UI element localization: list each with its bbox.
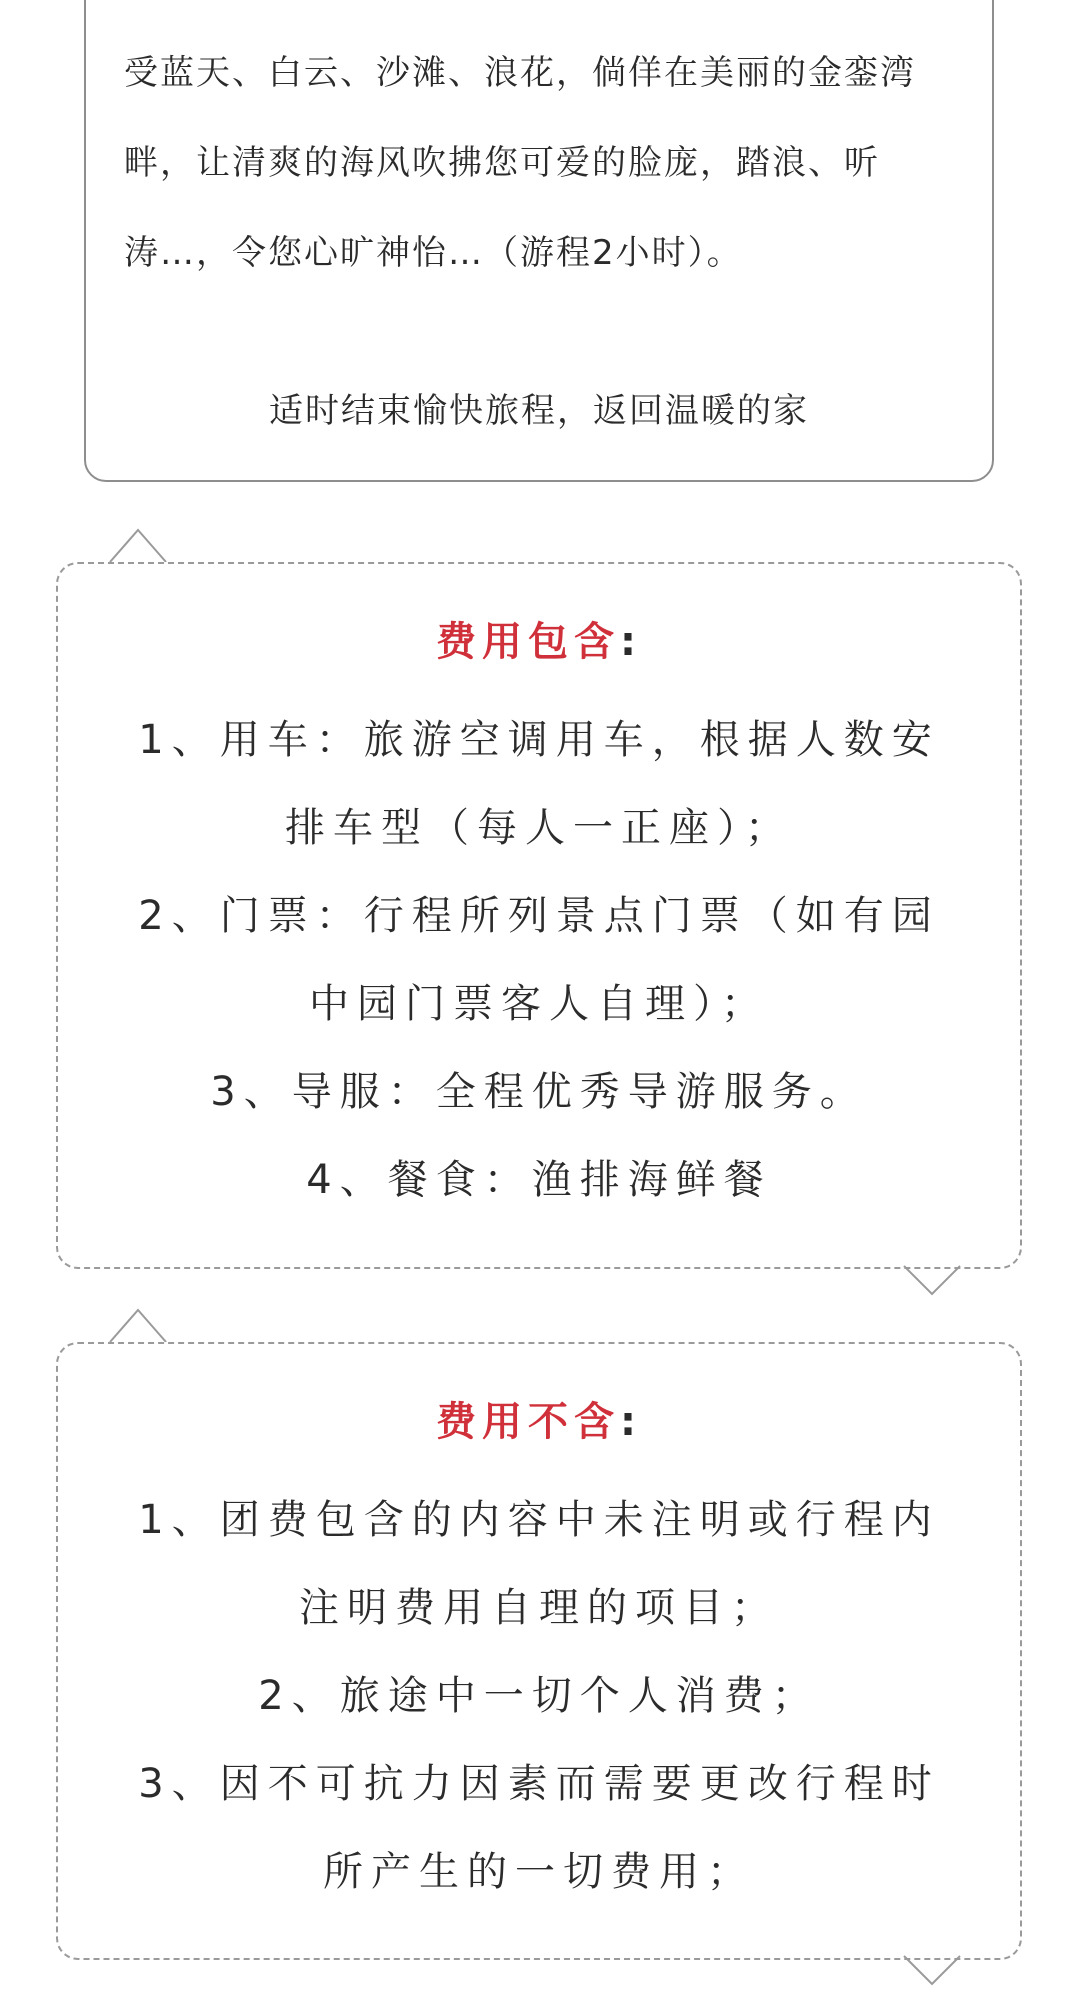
box-bottom-notch-icon (902, 1952, 962, 1996)
box-bottom-notch-icon (902, 1262, 962, 1306)
list-item: 3、因不可抗力因素而需要更改行程时所产生的一切费用； (138, 1761, 940, 1895)
fee-excluded-title: 费用不含 (436, 1399, 620, 1445)
list-item: 1、用车：旅游空调用车，根据人数安排车型（每人一正座）； (138, 717, 940, 851)
fee-included-list (58, 696, 1020, 1224)
fee-included-colon: : (620, 619, 642, 665)
fee-included-heading (58, 612, 1020, 672)
box-top-notch-icon (108, 520, 168, 564)
fee-excluded-colon: : (620, 1399, 642, 1445)
itinerary-ending: 适时结束愉快旅程，返回温暖的家 (269, 391, 809, 431)
fee-excluded-list (58, 1476, 1020, 1916)
box-top-notch-icon (108, 1300, 168, 1344)
list-item: 2、旅途中一切个人消费； (258, 1673, 820, 1719)
fee-included-box (56, 562, 1022, 1269)
fee-excluded-box (56, 1342, 1022, 1960)
fee-excluded-heading (58, 1392, 1020, 1452)
list-item: 3、导服：全程优秀导游服务。 (210, 1069, 868, 1115)
list-item: 1、团费包含的内容中未注明或行程内注明费用自理的项目； (138, 1497, 940, 1631)
list-item: 2、门票：行程所列景点门票（如有园中园门票客人自理）； (138, 893, 940, 1027)
fee-included-title: 费用包含 (436, 619, 620, 665)
itinerary-paragraph: 受蓝天、白云、沙滩、浪花，倘佯在美丽的金銮湾畔，让清爽的海风吹拂您可爱的脸庞，踏浪、听涛…，令您心旷神怡…（游程2小时）。 (124, 53, 916, 273)
list-item: 4、餐食：渔排海鲜餐 (306, 1157, 772, 1203)
